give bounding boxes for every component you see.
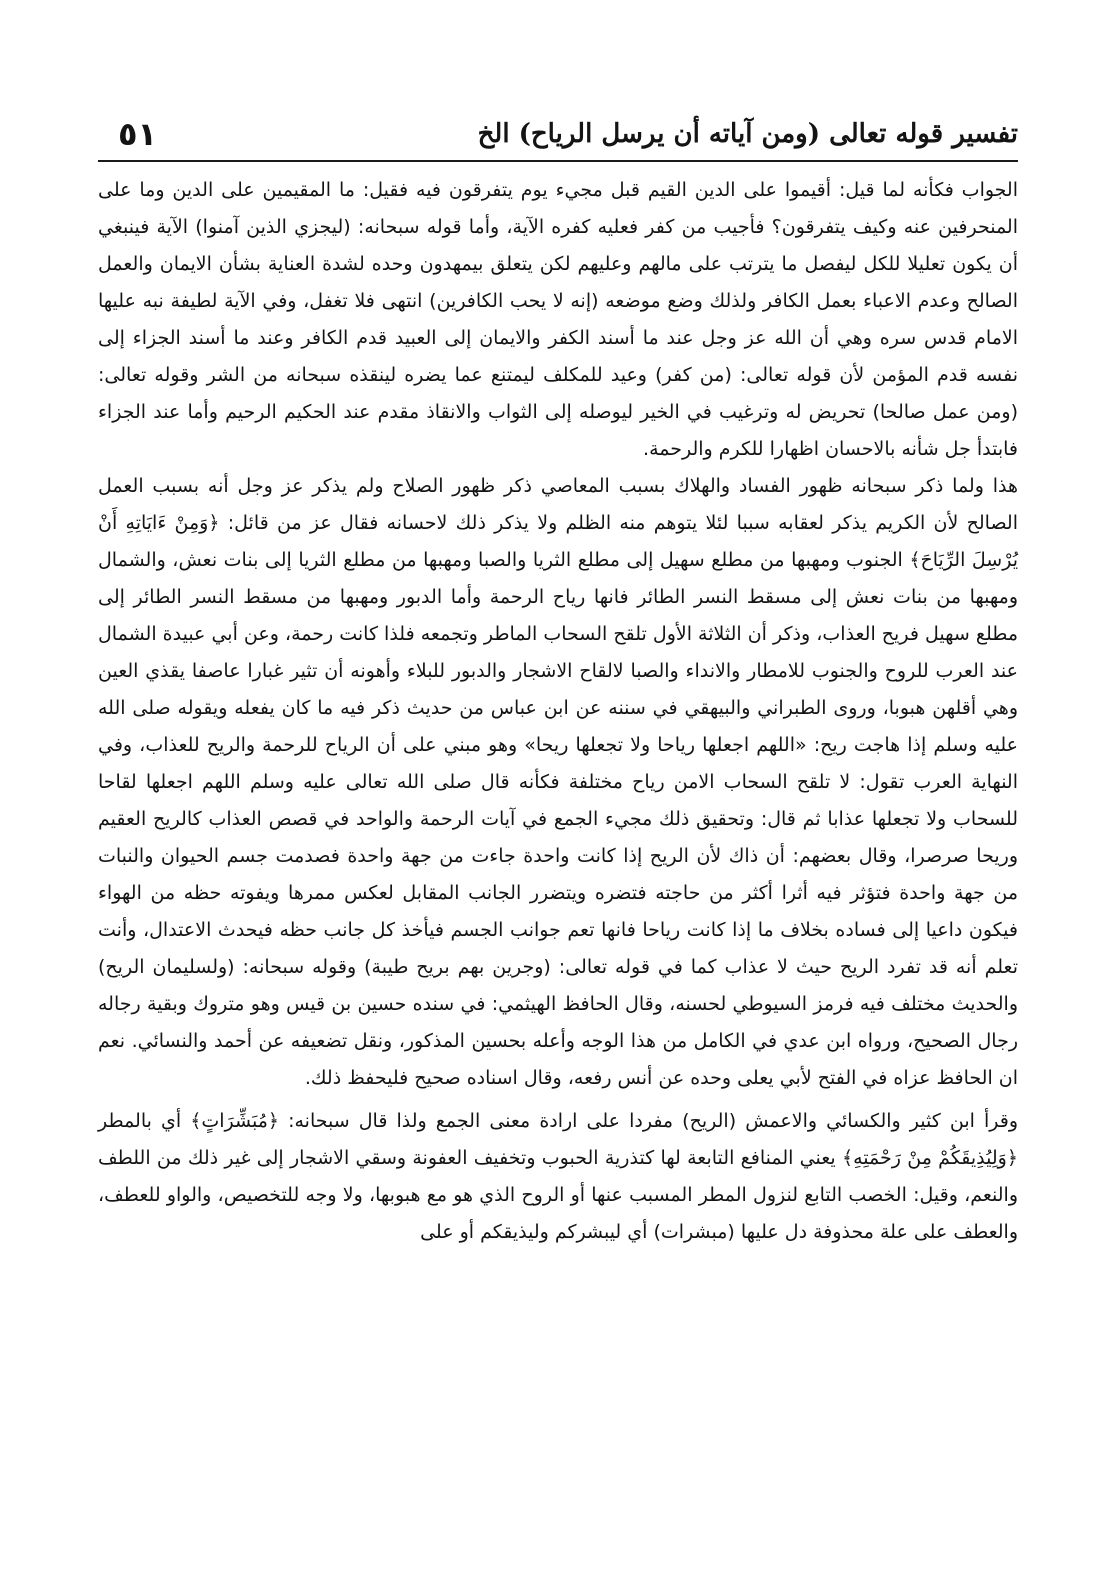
body-text [98, 172, 1018, 1251]
page-header [98, 108, 1018, 160]
paragraph: وقرأ ابن كثير والكسائي والاعمش (الريح) مفردا على ارادة معنى الجمع ولذا قال سبحانه: ﴿مُبَشِّرَاتٍ﴾ أي بالمطر ﴿وَلِيُذِيقَكُمْ مِنْ رَحْمَتِهِ﴾ يعني المنافع التابعة لها كتذرية الحبوب وتخفيف العفونة وسقي الاشجار إلى غير ذلك من اللطف والنعم، وقيل: الخصب التابع لنزول المطر المسبب عنها أو الروح الذي هو مع هبوبها، ولا وجه للتخصيص، والواو للعطف، والعطف على علة محذوفة دل عليها (مبشرات) أي ليبشركم وليذيقكم أو على [98, 1110, 1018, 1243]
paragraph: هذا ولما ذكر سبحانه ظهور الفساد والهلاك بسبب المعاصي ذكر ظهور الصلاح ولم يذكر عز وجل أنه بسبب العمل الصالح لأن الكريم يذكر لعقابه سببا لئلا يتوهم منه الظلم ولا يذكر ذلك لاحسانه فقال عز من قائل: ﴿وَمِنْ ءَايَاتِهِ أَنْ يُرْسِلَ الرِّيَاحَ﴾ الجنوب ومهبها من مطلع سهيل إلى مطلع الثريا والصبا ومهبها من مطلع الثريا إلى بنات نعش، والشمال ومهبها من بنات نعش إلى مسقط النسر الطائر فانها رياح الرحمة وأما الدبور ومهبها من مسقط النسر الطائر إلى مطلع سهيل فريح العذاب، وذكر أن الثلاثة الأول تلقح السحاب الماطر وتجمعه فلذا كانت رحمة، وعن أبي عبيدة الشمال عند العرب للروح والجنوب للامطار والانداء والصبا لالقاح الاشجار والدبور للبلاء وأهونه أن تثير غبارا عاصفا يقذي العين وهي أقلهن هبوبا، وروى الطبراني والبيهقي في سننه عن ابن عباس من حديث ذكر فيه ما كان يفعله ويقوله صلى الله عليه وسلم إذا هاجت ريح: «اللهم اجعلها رياحا ولا تجعلها ريحا» وهو مبني على أن الرياح للرحمة والريح للعذاب، وفي النهاية العرب تقول: لا تلقح السحاب الامن رياح مختلفة فكأنه قال صلى الله تعالى عليه وسلم اللهم اجعلها لقاحا للسحاب ولا تجعلها عذابا ثم قال: وتحقيق ذلك مجيء الجمع في آيات الرحمة والواحد في قصص العذاب كالريح العقيم وريحا صرصرا، وقال بعضهم: أن ذاك لأن الريح إذا كانت واحدة جاءت من جهة واحدة فصدمت جسم الحيوان والنبات من جهة واحدة فتؤثر فيه أثرا أكثر من حاجته فتضره ويتضرر الجانب المقابل لعكس ممرها ويفوته حظه من الهواء فيكون داعيا إلى فساده بخلاف ما إذا كانت رياحا فانها تعم جوانب الجسم فيأخذ كل جانب حظه فيحدث الاعتدال، وأنت تعلم أنه قد تفرد الريح حيث لا عذاب كما في قوله تعالى: (وجرين بهم بريح طيبة) وقوله سبحانه: (ولسليمان الريح) والحديث مختلف فيه فرمز السيوطي لحسنه، وقال الحافظ الهيثمي: في سنده حسين بن قيس وهو متروك وبقية رجاله رجال الصحيح، ورواه ابن عدي في الكامل من هذا الوجه وأعله بحسين المذكور، ونقل تضعيفه عن أحمد والنسائي. نعم ان الحافظ عزاه في الفتح لأبي يعلى وحده عن أنس رفعه، وقال اسناده صحيح فليحفظ ذلك. [98, 475, 1018, 1089]
header-rule [98, 160, 1018, 162]
paragraph: الجواب فكأنه لما قيل: أقيموا على الدين القيم قبل مجيء يوم يتفرقون فيه فقيل: ما المقيمين على الدين وما على المنحرفين عنه وكيف يتفرقون؟ فأجيب من كفر فعليه كفره الآية، وأما قوله سبحانه: (ليجزي الذين آمنوا) الآية فينبغي أن يكون تعليلا للكل ليفصل ما يترتب على مالهم وعليهم لكن يتعلق بيمهدون وحده لشدة العناية بشأن الايمان والعمل الصالح وعدم الاعباء بعمل الكافر ولذلك وضع موضعه (إنه لا يحب الكافرين) انتهى فلا تغفل، وفي الآية لطيفة نبه عليها الامام قدس سره وهي أن الله عز وجل عند ما أسند الكفر والايمان إلى العبيد قدم الكافر وعند ما أسند الجزاء إلى نفسه قدم المؤمن لأن قوله تعالى: (من كفر) وعيد للمكلف ليمتنع عما يضره لينقذه سبحانه من الشر وقوله تعالى: (ومن عمل صالحا) تحريض له وترغيب في الخير ليوصله إلى الثواب والانقاذ مقدم عند الحكيم الرحيم وأما عند الجزاء فابتدأ جل شأنه بالاحسان اظهارا للكرم والرحمة. [98, 179, 1018, 460]
running-title: تفسير قوله تعالى (ومن آياته أن يرسل الرياح) الخ [477, 119, 1018, 149]
page-number: ٥١ [118, 115, 158, 153]
